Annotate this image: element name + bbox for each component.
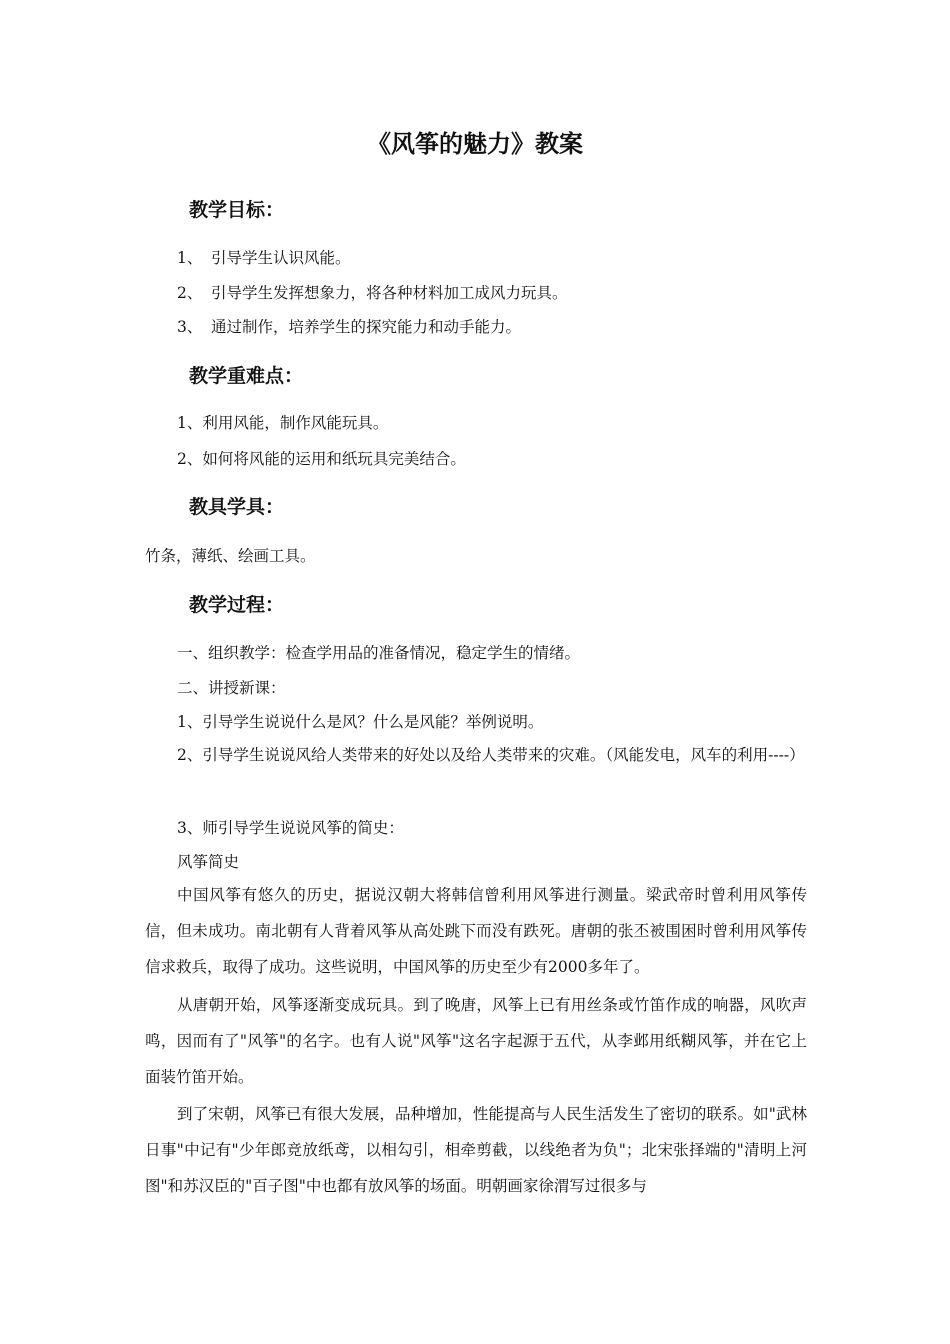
goal-number: 3、	[177, 318, 203, 336]
goal-text: 引导学生发挥想象力，将各种材料加工成风力玩具。	[211, 284, 568, 302]
process-step-2: 二、讲授新课：	[177, 679, 286, 697]
history-paragraph-3: 到了宋朝，风筝已有很大发展，品种增加，性能提高与人民生活发生了密切的联系。如"武林 日事"中记有"少年郎竞放纸鸢，以相勾引，相牵剪截，以线绝者为负"；北宋张择端的"清明上河图"和苏汉臣的"百子图"中也都有放风筝的场面。明朝画家徐渭写过很多与	[145, 1105, 807, 1195]
tools-text: 竹条，薄纸、绘画工具。	[145, 547, 316, 565]
keypoint-item-2: 2、如何将风能的运用和纸玩具完美结合。	[177, 450, 466, 468]
goal-number: 2、	[177, 284, 203, 302]
goal-text: 引导学生认识风能。	[211, 249, 351, 267]
process-heading: 教学过程：	[189, 594, 285, 616]
goal-item-1	[177, 246, 351, 268]
process-step-1: 一、组织教学：检查学用品的准备情况，稳定学生的情绪。	[177, 644, 581, 662]
goal-item-2	[177, 281, 568, 303]
goal-text: 通过制作，培养学生的探究能力和动手能力。	[211, 318, 522, 336]
process-question-2: 2、引导学生说说风给人类带来的好处以及给人类带来的灾难。（风能发电，风车的利用----）	[177, 746, 805, 764]
history-paragraph-2: 从唐朝开始，风筝逐渐变成玩具。到了晚唐，风筝上已有用丝条或竹笛作成的响器，风吹声鸣，因而有了"风筝"的名字。也有人说"风筝"这名字起源于五代，从李邺用纸糊风筝，并在它上面装竹笛开始。	[145, 996, 807, 1086]
process-question-1: 1、引导学生说说什么是风？什么是风能？举例说明。	[177, 713, 544, 731]
history-paragraph-1: 中国风筝有悠久的历史，据说汉朝大将韩信曾利用风筝进行测量。梁武帝时曾利用风筝传信，但未成功。南北朝有人背着风筝从高处跳下而没有跌死。唐朝的张丕被围困时曾利用风筝传信求救兵，取得了成功。这些说明，中国风筝的历史至少有2000多年了。	[145, 886, 807, 976]
keypoints-heading: 教学重难点：	[189, 365, 304, 387]
tools-heading: 教具学具：	[189, 496, 285, 518]
document-title: 《风筝的魅力》教案	[367, 129, 583, 158]
keypoint-item-1: 1、利用风能，制作风能玩具。	[177, 414, 389, 432]
goals-heading: 教学目标：	[189, 199, 285, 221]
goal-number: 1、	[177, 249, 203, 267]
process-question-3: 3、师引导学生说说风筝的简史：	[177, 819, 404, 837]
history-title: 风筝简史	[177, 853, 240, 871]
goal-item-3	[177, 315, 521, 337]
